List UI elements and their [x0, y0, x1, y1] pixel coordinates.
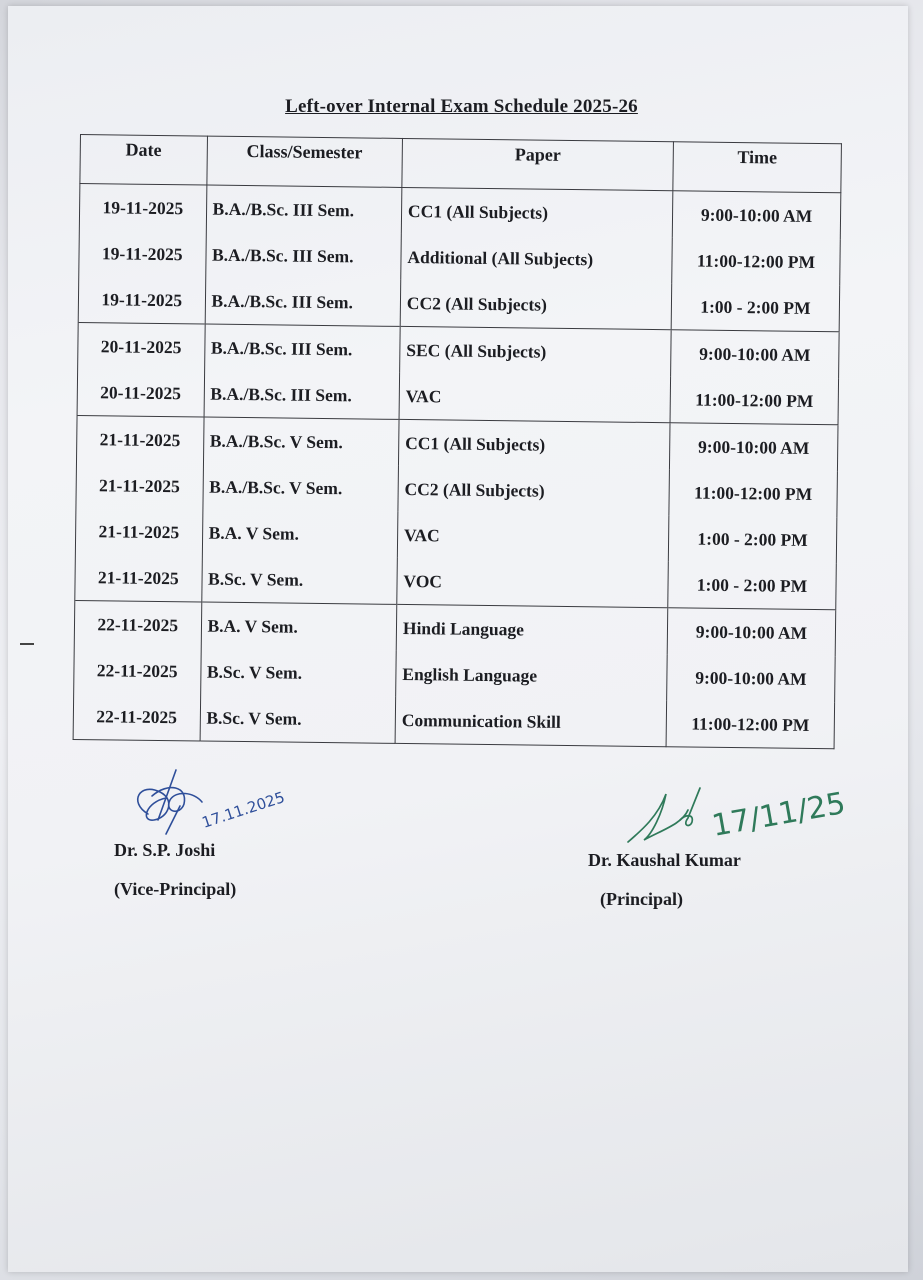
- vice-principal-role: (Vice-Principal): [114, 879, 237, 899]
- principal-name: Dr. Kaushal Kumar: [588, 850, 741, 870]
- cell-paper: VOC: [397, 558, 669, 608]
- vice-principal-block: [114, 840, 236, 900]
- cell-time: 9:00-10:00 AM: [669, 423, 838, 472]
- principal-signature: [622, 780, 852, 860]
- exam-schedule-table: [73, 134, 842, 749]
- cell-date: 20-11-2025: [78, 322, 205, 370]
- cell-class-semester: B.A./B.Sc. III Sem.: [204, 371, 400, 420]
- cell-date: 21-11-2025: [75, 554, 202, 602]
- page-title: Left-over Internal Exam Schedule 2025-26: [285, 96, 638, 117]
- cell-paper: Hindi Language: [396, 604, 668, 654]
- cell-paper: CC1 (All Subjects): [401, 187, 673, 237]
- cell-date: 21-11-2025: [76, 462, 203, 510]
- header-date: Date: [80, 135, 207, 186]
- cell-paper: CC1 (All Subjects): [398, 419, 670, 469]
- cell-class-semester: B.A./B.Sc. III Sem.: [204, 324, 400, 373]
- principal-role: (Principal): [600, 889, 683, 909]
- header-class-semester: Class/Semester: [206, 136, 402, 187]
- table-body: [73, 184, 841, 749]
- cell-class-semester: B.Sc. V Sem.: [201, 556, 397, 605]
- cell-paper: Communication Skill: [395, 697, 667, 747]
- principal-block: [588, 850, 741, 910]
- cell-time: 1:00 - 2:00 PM: [671, 283, 840, 332]
- cell-paper: VAC: [397, 512, 669, 561]
- cell-class-semester: B.A. V Sem.: [201, 602, 397, 651]
- cell-class-semester: B.A./B.Sc. V Sem.: [203, 417, 399, 466]
- ink-mark: [20, 643, 34, 645]
- cell-time: 11:00-12:00 PM: [672, 237, 841, 285]
- cell-class-semester: B.A./B.Sc. V Sem.: [202, 464, 398, 512]
- cell-class-semester: B.A./B.Sc. III Sem.: [205, 232, 401, 280]
- cell-time: 9:00-10:00 AM: [667, 608, 836, 657]
- cell-class-semester: B.A./B.Sc. III Sem.: [205, 278, 401, 327]
- cell-paper: VAC: [399, 373, 671, 423]
- cell-date: 22-11-2025: [74, 600, 201, 648]
- cell-date: 20-11-2025: [77, 369, 204, 417]
- header-time: Time: [673, 142, 842, 193]
- vice-principal-signature-date: 17.11.2025: [199, 788, 287, 832]
- cell-time: 9:00-10:00 AM: [667, 654, 836, 702]
- cell-date: 19-11-2025: [78, 276, 205, 324]
- cell-time: 9:00-10:00 AM: [671, 330, 840, 379]
- cell-paper: SEC (All Subjects): [400, 326, 672, 376]
- cell-class-semester: B.A./B.Sc. III Sem.: [206, 185, 402, 234]
- cell-date: 22-11-2025: [73, 693, 200, 741]
- cell-time: 11:00-12:00 PM: [670, 376, 839, 425]
- cell-date: 21-11-2025: [76, 415, 203, 463]
- cell-time: 1:00 - 2:00 PM: [668, 561, 837, 610]
- cell-time: 1:00 - 2:00 PM: [668, 515, 837, 563]
- cell-class-semester: B.Sc. V Sem.: [200, 695, 396, 744]
- principal-signature-date: 17/11/25: [709, 786, 849, 844]
- cell-time: 11:00-12:00 PM: [669, 469, 838, 517]
- cell-class-semester: B.Sc. V Sem.: [200, 649, 396, 697]
- cell-paper: English Language: [396, 651, 668, 700]
- cell-date: 19-11-2025: [79, 184, 206, 232]
- header-paper: Paper: [402, 138, 674, 190]
- table-row: [73, 693, 835, 749]
- cell-time: 11:00-12:00 PM: [666, 700, 835, 749]
- cell-class-semester: B.A. V Sem.: [202, 510, 398, 558]
- vice-principal-name: Dr. S.P. Joshi: [114, 840, 216, 860]
- vice-principal-signature: [118, 762, 318, 842]
- cell-date: 19-11-2025: [79, 230, 206, 278]
- cell-paper: Additional (All Subjects): [401, 234, 673, 283]
- cell-time: 9:00-10:00 AM: [672, 191, 841, 240]
- cell-paper: CC2 (All Subjects): [398, 466, 670, 515]
- cell-paper: CC2 (All Subjects): [400, 280, 672, 330]
- cell-date: 22-11-2025: [74, 647, 201, 695]
- cell-date: 21-11-2025: [75, 508, 202, 556]
